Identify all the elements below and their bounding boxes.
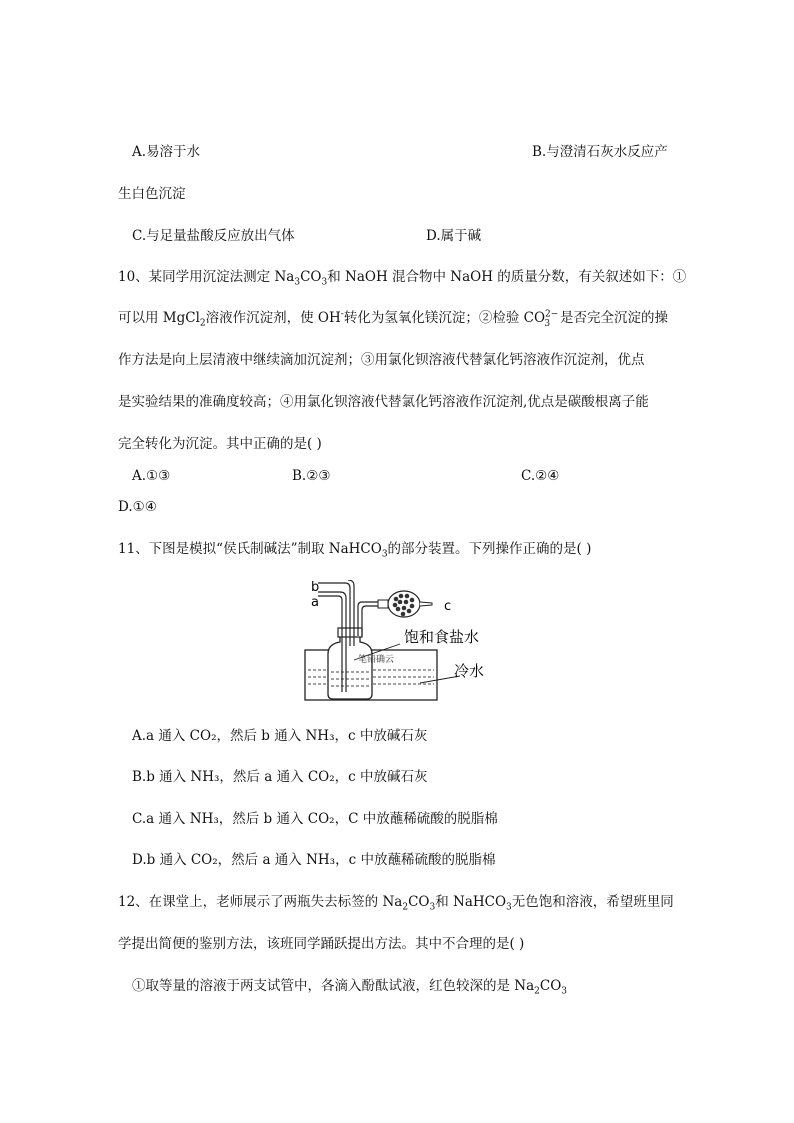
label-c: c bbox=[444, 599, 452, 614]
apparatus-diagram bbox=[300, 580, 500, 705]
q11-option-b: B.b 通入 NH₃，然后 a 通入 CO₂，c 中放碱石灰 bbox=[132, 769, 428, 785]
q10-line-1: 10、某同学用沉淀法测定 $Na_3CO_3$和 NaOH 混合物中 NaOH 的质量分数，有关叙述如下：① bbox=[118, 269, 687, 288]
q10-line-4: 是实验结果的准确度较高；④用氯化钡溶液代替氯化钙溶液作沉淀剂,优点是碳酸根离子能 bbox=[118, 394, 649, 410]
q12-line-1: 12、在课堂上，老师展示了两瓶失去标签的 $Na_2CO_3$和 NaHCO$_3$无色饱和溶液，希望班里同 bbox=[118, 894, 674, 913]
q9-option-b: B.与澄清石灰水反应产 bbox=[532, 144, 668, 160]
label-b: b bbox=[311, 580, 320, 595]
label-a: a bbox=[311, 595, 319, 610]
q10-option-d: D.①④ bbox=[118, 499, 157, 515]
q9-option-c: C.与足量盐酸反应放出气体 bbox=[132, 228, 295, 244]
q9-option-d: D.属于碱 bbox=[426, 228, 482, 244]
jar-watermark-text: 笔铅确云 bbox=[358, 655, 395, 665]
q10-line-3: 作方法是向上层清液中继续滴加沉淀剂；③用氯化钡溶液代替氯化钙溶液作沉淀剂，优点 bbox=[118, 352, 645, 368]
q10-line-2: 可以用 MgCl$_2$溶液作沉淀剂，使 OH-转化为氢氧化镁沉淀；②检验 $CO^{2-}_3$ 是否完全沉淀的操 bbox=[118, 309, 669, 329]
q12-line-2: 学提出简便的鉴别方法，该班同学踊跃提出方法。其中不合理的是( ) bbox=[118, 936, 525, 952]
q12-item-1: ①取等量的溶液于两支试管中，各滴入酚酞试液，红色较深的是 $Na_2CO_3$ bbox=[132, 978, 568, 997]
q11-option-a: A.a 通入 CO₂，然后 b 通入 NH₃，c 中放碱石灰 bbox=[132, 728, 428, 744]
label-cold-water: 冷水 bbox=[454, 662, 485, 680]
q10-line-5: 完全转化为沉淀。其中正确的是( ) bbox=[118, 436, 322, 452]
q11-stem: 11、下图是模拟“侯氏制碱法”制取 NaHCO$_3$的部分装置。下列操作正确的是( ) bbox=[118, 541, 592, 560]
q9-option-b-continued: 生白色沉淀 bbox=[118, 186, 186, 202]
q10-option-c: C.②④ bbox=[521, 468, 560, 484]
q10-option-a: A.①③ bbox=[132, 468, 171, 484]
apparatus-figure bbox=[300, 580, 500, 705]
q11-option-c: C.a 通入 NH₃，然后 b 通入 CO₂，C 中放蘸稀硫酸的脱脂棉 bbox=[132, 811, 498, 827]
q10-option-b: B.②③ bbox=[292, 468, 331, 484]
q11-option-d: D.b 通入 CO₂，然后 a 通入 NH₃，c 中放蘸稀硫酸的脱脂棉 bbox=[132, 852, 496, 868]
label-saturated-brine: 饱和食盐水 bbox=[404, 628, 480, 646]
q9-option-a: A.易溶于水 bbox=[132, 144, 201, 160]
